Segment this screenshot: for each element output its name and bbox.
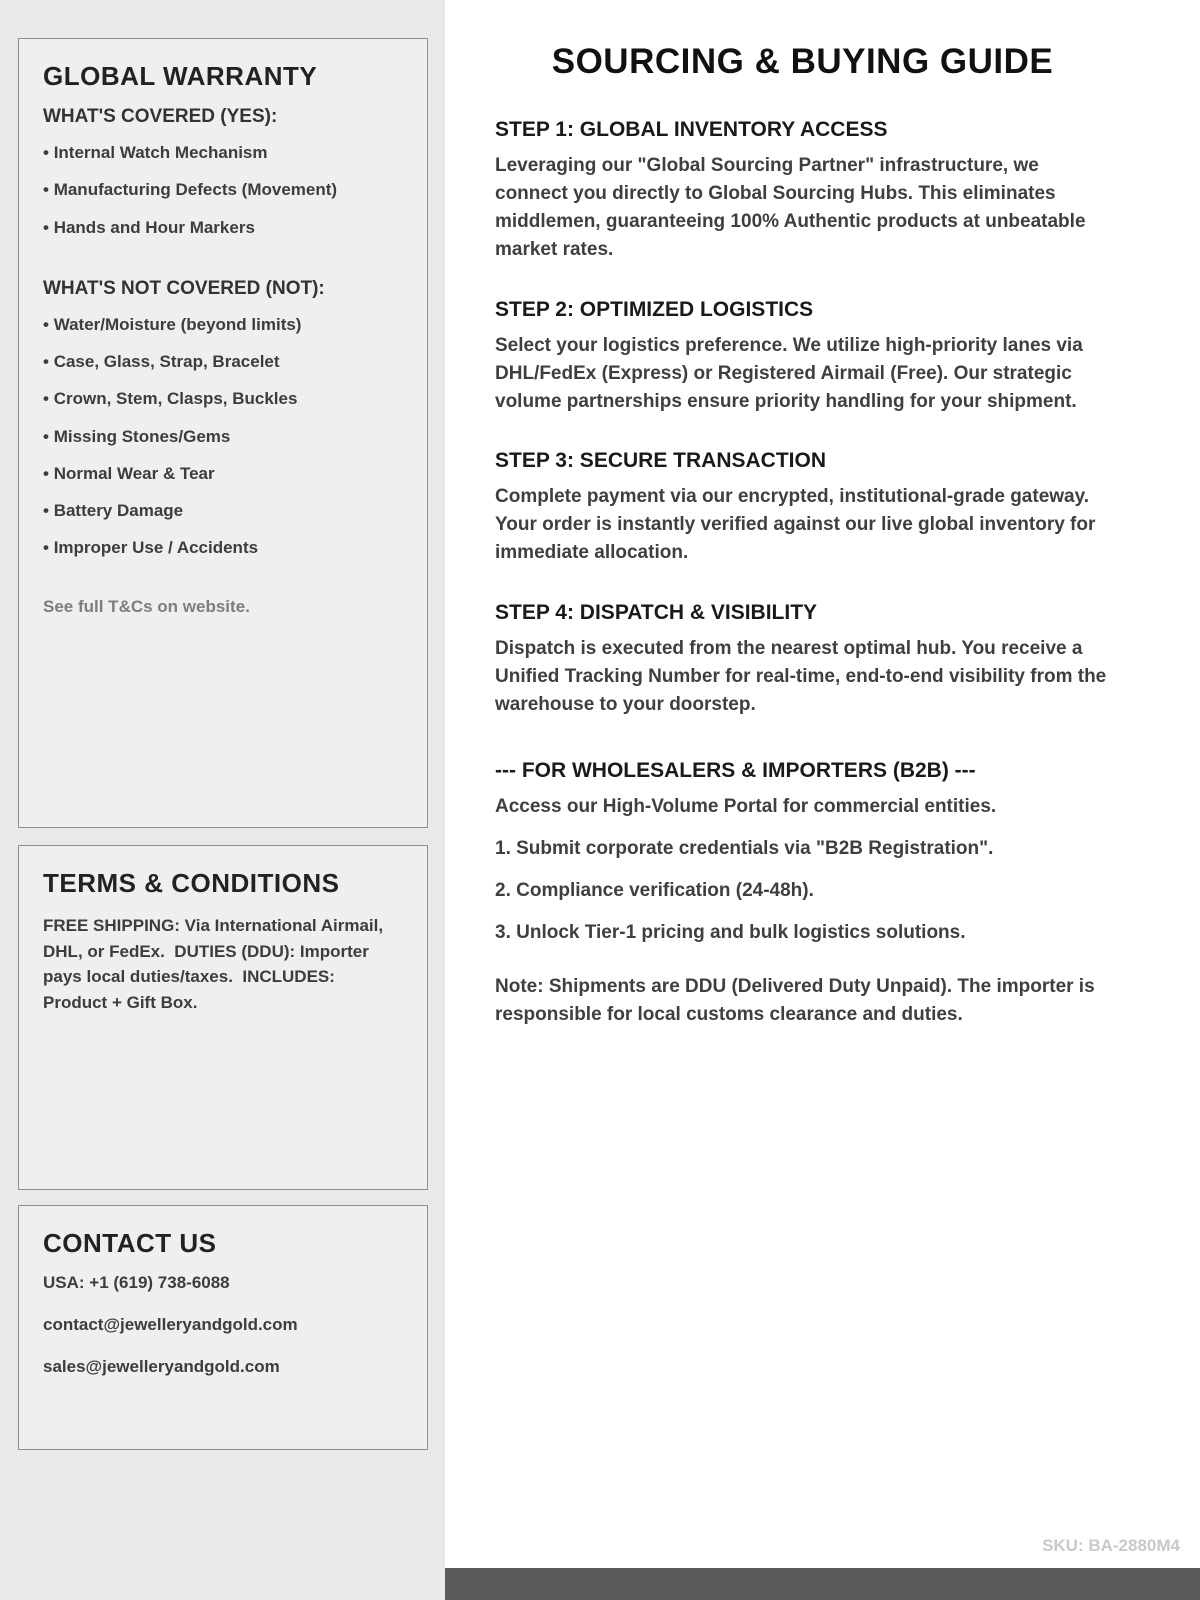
step-2-body: Select your logistics preference. We utilize high-priority lanes via DHL/FedEx (Express) or Registered Airmail (Free). Our strategic volume partnerships ensure priority handling for your shipment. — [495, 334, 1083, 412]
step-4-heading: STEP 4: DISPATCH & VISIBILITY — [495, 601, 818, 625]
b2b-section — [495, 759, 1110, 1029]
footer-bar — [445, 1568, 1200, 1600]
step-2-section — [495, 298, 1110, 416]
warranty-covered-list — [43, 142, 403, 238]
sourcing-guide-main — [445, 0, 1200, 1600]
list-item: • Battery Damage — [43, 500, 403, 521]
step-3-heading: STEP 3: SECURE TRANSACTION — [495, 449, 826, 473]
step-3-section — [495, 449, 1110, 567]
list-item: • Water/Moisture (beyond limits) — [43, 314, 403, 335]
step-1-section — [495, 118, 1110, 264]
sidebar — [0, 0, 445, 1600]
terms-title: TERMS & CONDITIONS — [43, 868, 340, 898]
list-item: • Normal Wear & Tear — [43, 463, 403, 484]
b2b-item-2: 2. Compliance verification (24-48h). — [495, 879, 814, 901]
step-4-body: Dispatch is executed from the nearest optimal hub. You receive a Unified Tracking Number for real-time, end-to-end visibility from the warehouse to your doorstep. — [495, 638, 1107, 716]
step-4-section — [495, 601, 1110, 719]
step-2-heading: STEP 2: OPTIMIZED LOGISTICS — [495, 297, 814, 321]
warranty-footnote: See full T&Cs on website. — [43, 596, 250, 616]
contact-title: CONTACT US — [43, 1228, 217, 1258]
contact-phone: USA: +1 (619) 738-6088 — [43, 1273, 230, 1292]
list-item: • Hands and Hour Markers — [43, 217, 403, 238]
b2b-intro: Access our High-Volume Portal for commercial entities. — [495, 795, 997, 817]
b2b-heading: --- FOR WHOLESALERS & IMPORTERS (B2B) --- — [495, 758, 976, 782]
warranty-not-covered-list — [43, 314, 403, 559]
contact-email-primary: contact@jewelleryandgold.com — [43, 1315, 298, 1334]
global-warranty-panel — [18, 38, 428, 828]
page-title: SOURCING & BUYING GUIDE — [551, 42, 1054, 81]
b2b-note: Note: Shipments are DDU (Delivered Duty Unpaid). The importer is responsible for local customs clearance and duties. — [495, 975, 1095, 1025]
list-item: • Internal Watch Mechanism — [43, 142, 403, 163]
list-item: • Crown, Stem, Clasps, Buckles — [43, 388, 403, 409]
step-1-body: Leveraging our "Global Sourcing Partner" infrastructure, we connect you directly to Global Sourcing Hubs. This eliminates middlemen, guaranteeing 100% Authentic products at unbeatable market rates. — [495, 155, 1086, 260]
list-item: • Improper Use / Accidents — [43, 537, 403, 558]
terms-body: FREE SHIPPING: Via International Airmail, DHL, or FedEx. DUTIES (DDU): Importer pays local duties/taxes. INCLUDES: Product + Gift Box. — [43, 916, 388, 1012]
sku-label: SKU: BA-2880M4 — [1042, 1536, 1180, 1555]
b2b-item-3: 3. Unlock Tier-1 pricing and bulk logistics solutions. — [495, 921, 966, 943]
contact-email-sales: sales@jewelleryandgold.com — [43, 1357, 280, 1376]
warranty-not-covered-heading: WHAT'S NOT COVERED (NOT): — [43, 277, 325, 299]
list-item: • Missing Stones/Gems — [43, 426, 403, 447]
list-item: • Case, Glass, Strap, Bracelet — [43, 351, 403, 372]
list-item: • Manufacturing Defects (Movement) — [43, 179, 403, 200]
warranty-covered-heading: WHAT'S COVERED (YES): — [43, 106, 278, 127]
b2b-item-1: 1. Submit corporate credentials via "B2B Registration". — [495, 837, 994, 859]
warranty-title: GLOBAL WARRANTY — [43, 61, 318, 91]
step-3-body: Complete payment via our encrypted, institutional-grade gateway. Your order is instantly verified against our live global inventory for immediate allocation. — [495, 486, 1096, 564]
contact-us-panel — [18, 1205, 428, 1450]
terms-conditions-panel — [18, 845, 428, 1190]
step-1-heading: STEP 1: GLOBAL INVENTORY ACCESS — [495, 118, 888, 141]
